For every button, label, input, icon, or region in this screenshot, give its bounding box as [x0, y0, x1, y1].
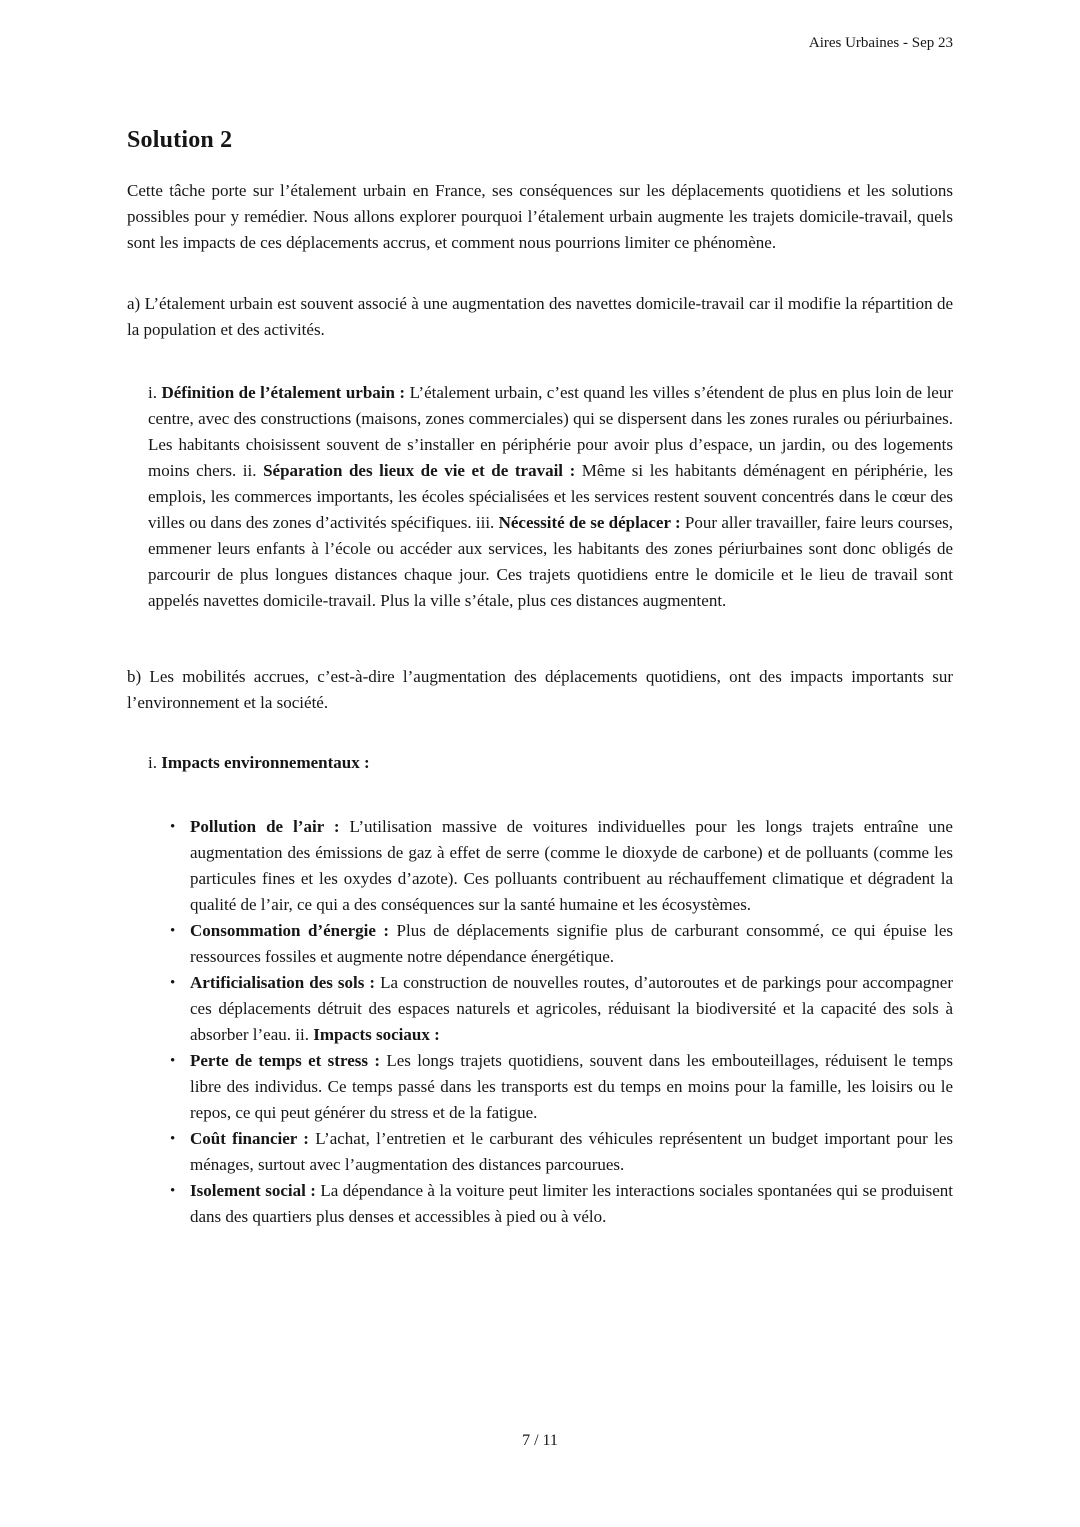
text-run: Plus de déplacements signifie plus de carburant consommé, ce qui épuise les ressources fossiles et augmente notre dépendance énergétique. — [190, 921, 953, 966]
text-run: La construction de nouvelles routes, d’autoroutes et de parkings pour accompagner ces déplacements détruit des espaces naturels et agricoles, réduisant la biodiversité et la capacité des sols à absorber l’eau. ii. — [190, 973, 953, 1044]
list-item-text — [190, 1129, 953, 1174]
bold-run: Perte de temps et stress : — [190, 1051, 380, 1070]
bold-run: Impacts environnementaux : — [161, 753, 370, 772]
text-run: La dépendance à la voiture peut limiter les interactions sociales spontanées qui se produisent dans des quartiers plus denses et accessibles à pied ou à vélo. — [190, 1181, 954, 1226]
bullet-icon: • — [170, 923, 176, 939]
bold-run: Isolement social : — [190, 1181, 316, 1200]
bold-run: Séparation des lieux de vie et de travail : — [263, 461, 576, 480]
list-item-energie — [168, 918, 953, 970]
bold-run: Nécessité de se déplacer : — [498, 513, 681, 532]
bullet-icon: • — [170, 975, 176, 991]
bold-run: Pollution de l’air : — [190, 817, 340, 836]
bullet-icon: • — [170, 819, 176, 835]
list-item-text — [190, 921, 953, 966]
bold-run: Coût financier : — [190, 1129, 309, 1148]
text-run: Même si les habitants déménagent en périphérie, les emplois, les commerces importants, les écoles spécialisées et les services restent souvent concentrés dans le cœur des villes ou dans des zones d’activités spécifiques. iii. — [148, 461, 953, 532]
bold-run: Définition de l’étalement urbain : — [161, 383, 406, 402]
impacts-environment-heading — [148, 750, 953, 776]
bullet-icon: • — [170, 1131, 176, 1147]
list-item-perte-de-temps — [168, 1048, 953, 1126]
list-item-text — [190, 817, 953, 914]
list-item-isolement-social — [168, 1178, 953, 1230]
list-item-text — [190, 1051, 953, 1122]
intro-paragraph: Cette tâche porte sur l’étalement urbain en France, ses conséquences sur les déplacements quotidiens et les solutions possibles pour y remédier. Nous allons explorer pourquoi l’étalement urbain augmente les trajets domicile-travail, quels sont les impacts de ces déplacements accrus, et comment nous pourrions limiter ce phénomène. — [127, 181, 953, 252]
bullet-icon: • — [170, 1053, 176, 1069]
page-title: Solution 2 — [127, 127, 233, 153]
list-item-text — [190, 973, 953, 1044]
section-a-paragraph: a) L’étalement urbain est souvent associé à une augmentation des navettes domicile-travail car il modifie la répartition de la population et des activités. — [127, 294, 953, 339]
text-run: Les longs trajets quotidiens, souvent dans les embouteillages, réduisent le temps libre des individus. Ce temps passé dans les transports est du temps en moins pour la famille, les loisirs ou le repos, ce qui peut générer du stress et de la fatigue. — [190, 1051, 953, 1122]
text-run: L’étalement urbain, c’est quand les villes s’étendent de plus en plus loin de leur centre, avec des constructions (maisons, zones commerciales) qui se dispersent dans les zones rurales ou périurbaines. Les habitants choisissent souvent de s’installer en périphérie pour avoir plus d’espace, un jardin, ou des logements moins chers. ii. — [148, 383, 954, 480]
header-running-title: Aires Urbaines - Sep 23 — [808, 35, 953, 51]
definitions-paragraph — [148, 380, 953, 614]
page-footer — [0, 1430, 1080, 1452]
text-run: Pour aller travailler, faire leurs courses, emmener leurs enfants à l’école ou accéder aux services, les habitants des zones périurbaines sont donc obligés de parcourir de plus longues distances chaque jour. Ces trajets quotidiens entre le domicile et le lieu de travail sont appelés navettes domicile-travail. Plus la ville s’étale, plus ces distances augmentent. — [148, 513, 953, 610]
text-run: i. — [148, 383, 162, 402]
page-number: 7 / 11 — [522, 1432, 558, 1449]
text-run: L’achat, l’entretien et le carburant des véhicules représentent un budget important pour les ménages, surtout avec l’augmentation des distances parcourues. — [190, 1129, 953, 1174]
text-run: i. — [148, 753, 162, 772]
bullet-icon: • — [170, 1183, 176, 1199]
bold-run: Impacts sociaux : — [313, 1025, 440, 1044]
list-item-artificialisation — [168, 970, 953, 1048]
bold-run: Consommation d’énergie : — [190, 921, 390, 940]
impacts-list — [168, 814, 953, 1230]
list-item-text — [190, 1181, 953, 1226]
list-item-pollution — [168, 814, 953, 918]
list-item-cout-financier — [168, 1126, 953, 1178]
bold-run: Artificialisation des sols : — [190, 973, 376, 992]
section-b-paragraph: b) Les mobilités accrues, c’est-à-dire l’augmentation des déplacements quotidiens, ont des impacts importants sur l’environnement et la société. — [127, 667, 953, 712]
text-run: L’utilisation massive de voitures individuelles pour les longs trajets entraîne une augmentation des émissions de gaz à effet de serre (comme le dioxyde de carbone) et de polluants (comme les particules fines et les oxydes d’azote). Ces polluants contribuent au réchauffement climatique et dégradent la qualité de l’air, ce qui a des conséquences sur la santé humaine et les écosystèmes. — [190, 817, 953, 914]
page-header — [127, 34, 953, 52]
